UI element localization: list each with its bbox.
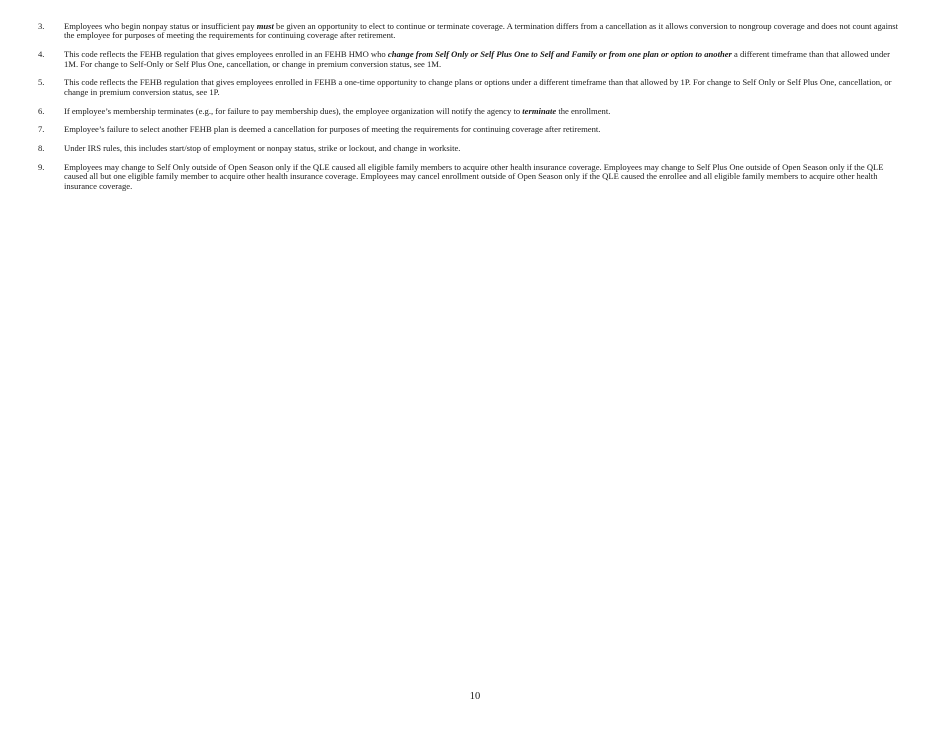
footnote-text: Under IRS rules, this includes start/stop of employment or nonpay status, strike or lockout, and change in worksite.: [64, 143, 461, 154]
footnote-number: 7.: [38, 124, 45, 135]
footnote-text: If employee’s membership terminates (e.g., for failure to pay membership dues), the employee organization will notify the agency to terminate the enrollment.: [64, 105, 611, 116]
footnote-item: [38, 107, 900, 116]
footnote-item: [38, 78, 900, 97]
footnote-number: 8.: [38, 143, 45, 154]
footnote-item: [38, 144, 900, 153]
footnote-number: 4.: [38, 49, 45, 60]
footnote-text: This code reflects the FEHB regulation that gives employees enrolled in FEHB a one-time opportunity to change plans or options under a different timeframe than that allowed by 1P. For change to Self Only or Self Plus One, cancellation, or change in premium conversion status, see 1P.: [64, 77, 892, 97]
footnote-text: This code reflects the FEHB regulation that gives employees enrolled in an FEHB HMO who change from Self Only or Self Plus One to Self and Family or from one plan or option to another a different timeframe than that allowed under 1M. For change to Self-Only or Self Plus One, cancellation, or change in premium conversion status, see 1M.: [64, 49, 890, 69]
footnote-item: [38, 22, 900, 41]
footnote-text: Employees may change to Self Only outside of Open Season only if the QLE caused all eligible family members to acquire other health insurance coverage. Employees may change to Self Plus One outside of Open Season only if the QLE caused all but one eligible family member to acquire other health insurance coverage. Employees may cancel enrollment outside of Open Season only if the QLE caused the enrollee and all eligible family members to acquire other health insurance coverage.: [64, 162, 884, 191]
footnote-number: 5.: [38, 77, 45, 88]
footnote-number: 9.: [38, 162, 45, 172]
footnote-text: Employee’s failure to select another FEHB plan is deemed a cancellation for purposes of meeting the requirements for continuing coverage after retirement.: [64, 124, 601, 135]
footnote-item: [38, 125, 900, 134]
footnote-item: [38, 163, 900, 191]
footnote-number: 6.: [38, 105, 45, 116]
footnote-number: 3.: [38, 21, 45, 31]
emphasized-text: terminate: [522, 105, 557, 116]
page-number: 10: [469, 691, 481, 702]
emphasized-text: change from Self Only or Self Plus One to Self and Family or from one plan or option to another: [387, 49, 732, 60]
footnote-item: [38, 50, 900, 69]
emphasized-text: must: [256, 21, 274, 31]
footnote-list: [38, 22, 900, 201]
footnote-text: Employees who begin nonpay status or insufficient pay must be given an opportunity to elect to continue or terminate coverage. A termination differs from a cancellation as it allows conversion to nongroup coverage and does not count against the employee for purposes of meeting the requirements for continuing coverage after retirement.: [64, 21, 899, 41]
